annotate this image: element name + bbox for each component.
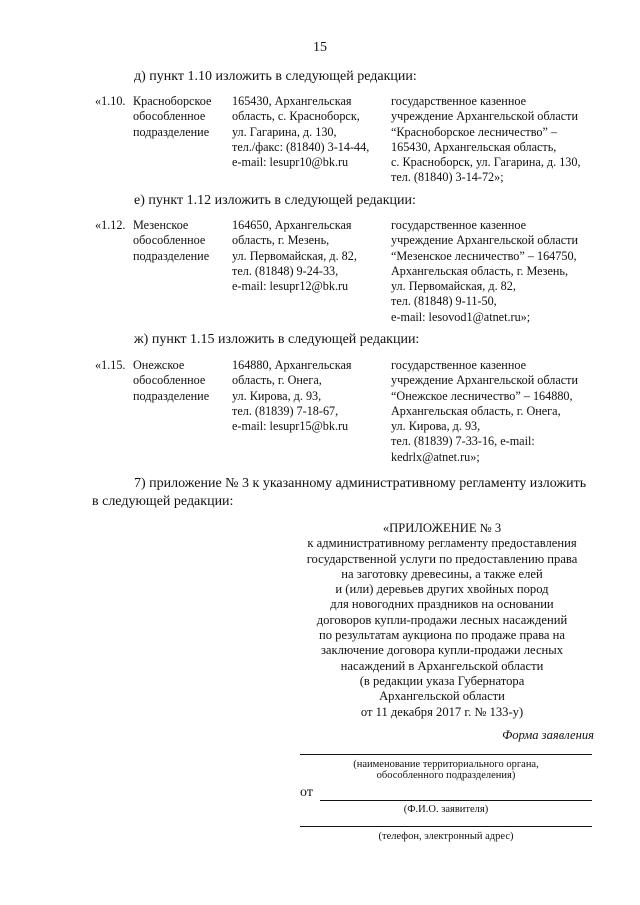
forestry-org (391, 218, 578, 325)
section-heading-d: д) пункт 1.10 изложить в следующей редакции: (134, 69, 417, 84)
org-line: “Онежское лесничество” – 164880, (391, 388, 573, 403)
address-line: тел. (81848) 9-24-33, (232, 263, 339, 278)
contact-caption: (телефон, электронный адрес) (378, 831, 514, 842)
org-line: ул. Кирова, д. 93, (391, 419, 481, 434)
name-line: обособленное (133, 109, 206, 124)
org-line: государственное казенное (391, 218, 527, 232)
address-line: ул. Кирова, д. 93, (232, 388, 322, 403)
org-line: “Красноборское лесничество” – (391, 124, 558, 139)
name-line: подразделение (133, 388, 210, 403)
appendix-line: договоров купли-продажи лесных насаждений (316, 612, 568, 627)
contact-line (300, 826, 592, 827)
org-line: с. Красноборск, ул. Гагарина, д. 130, (391, 155, 581, 170)
section-heading-zh: ж) пункт 1.15 изложить в следующей редакции: (134, 332, 420, 347)
appendix-line: к административному регламенту предоставления (307, 536, 577, 551)
subdivision-address (232, 218, 357, 294)
address-line: e-mail: lesupr10@bk.ru (232, 155, 349, 170)
appendix-line: (в редакции указа Губернатора (359, 673, 525, 688)
caption-line: (наименование территориального органа, (353, 759, 539, 770)
org-line: e-mail: lesovod1@atnet.ru»; (391, 309, 531, 324)
row-number: «1.12. (95, 218, 126, 232)
paragraph-7-line2: в следующей редакции: (92, 494, 234, 509)
appendix-line: от 11 декабря 2017 г. № 133-у) (360, 704, 524, 719)
name-line: подразделение (133, 124, 210, 139)
subdivision-address (232, 358, 351, 434)
row-number: «1.15. (95, 358, 126, 372)
forestry-org (391, 358, 578, 465)
org-line: государственное казенное (391, 358, 527, 372)
form-label: Форма заявления (502, 728, 594, 742)
appendix-line: насаждений в Архангельской области (340, 658, 544, 673)
caption-line: обособленного подразделения) (376, 770, 516, 781)
org-line: учреждение Архангельской области (391, 233, 579, 248)
appendix-header (300, 521, 584, 720)
subdivision-name (133, 358, 209, 404)
table-row-1-10 (0, 94, 640, 194)
org-line: Архангельская область, г. Онега, (391, 403, 561, 418)
address-line: область, г. Мезень, (232, 233, 330, 248)
org-line: Архангельская область, г. Мезень, (391, 263, 569, 278)
name-line: Мезенское (133, 218, 189, 232)
appendix-line: и (или) деревьев других хвойных пород (335, 582, 549, 597)
table-row-1-12 (0, 218, 640, 328)
org-line: kedrlx@atnet.ru»; (391, 449, 480, 464)
address-line: ул. Первомайская, д. 82, (232, 248, 357, 263)
org-line: тел. (81848) 9-11-50, (391, 294, 497, 309)
appendix-line: для новогодних праздников на основании (330, 597, 554, 612)
appendix-line: заключение договора купли-продажи лесных (320, 643, 564, 658)
section-heading-e: е) пункт 1.12 изложить в следующей редакции: (134, 193, 416, 208)
address-line: e-mail: lesupr12@bk.ru (232, 279, 349, 294)
org-line: учреждение Архангельской области (391, 109, 579, 124)
org-line: тел. (81839) 7-33-16, e-mail: (391, 434, 535, 449)
name-line: Онежское (133, 358, 185, 372)
applicant-name-caption: (Ф.И.О. заявителя) (403, 804, 489, 815)
org-line: ул. Первомайская, д. 82, (391, 279, 516, 294)
org-line: учреждение Архангельской области (391, 373, 579, 388)
subdivision-name (133, 218, 209, 264)
name-line: подразделение (133, 248, 210, 263)
address-line: тел. (81839) 7-18-67, (232, 403, 339, 418)
applicant-name-line (320, 800, 592, 801)
appendix-line: по результатам аукциона по продаже права на (318, 628, 566, 643)
name-line: обособленное (133, 373, 206, 388)
org-line: “Мезенское лесничество” – 164750, (391, 248, 577, 263)
subdivision-address (232, 94, 369, 170)
address-line: область, г. Онега, (232, 373, 322, 388)
appendix-line: «ПРИЛОЖЕНИЕ № 3 (382, 521, 502, 535)
address-line: область, с. Красноборск, (232, 109, 360, 124)
address-line: e-mail: lesupr15@bk.ru (232, 419, 349, 434)
appendix-line: государственной услуги по предоставлению права (306, 551, 578, 566)
org-name-caption (300, 759, 592, 781)
subdivision-name (133, 94, 211, 140)
table-row-1-15 (0, 358, 640, 468)
address-line: 164880, Архангельская (232, 358, 352, 372)
appendix-line: на заготовку древесины, а также елей (341, 566, 543, 581)
page-number: 15 (313, 40, 327, 55)
from-label: от (300, 785, 313, 800)
appendix-line: Архангельской области (379, 689, 505, 704)
org-name-line (300, 754, 592, 755)
name-line: Красноборское (133, 94, 212, 108)
address-line: 164650, Архангельская (232, 218, 352, 232)
paragraph-7-line1: 7) приложение № 3 к указанному административному регламенту изложить (134, 476, 587, 491)
address-line: тел./факс: (81840) 3-14-44, (232, 139, 370, 154)
org-line: тел. (81840) 3-14-72»; (391, 170, 504, 185)
name-line: обособленное (133, 233, 206, 248)
row-number: «1.10. (95, 94, 126, 108)
address-line: 165430, Архангельская (232, 94, 352, 108)
org-line: 165430, Архангельская область, (391, 139, 557, 154)
org-line: государственное казенное (391, 94, 527, 108)
forestry-org (391, 94, 581, 186)
address-line: ул. Гагарина, д. 130, (232, 124, 337, 139)
